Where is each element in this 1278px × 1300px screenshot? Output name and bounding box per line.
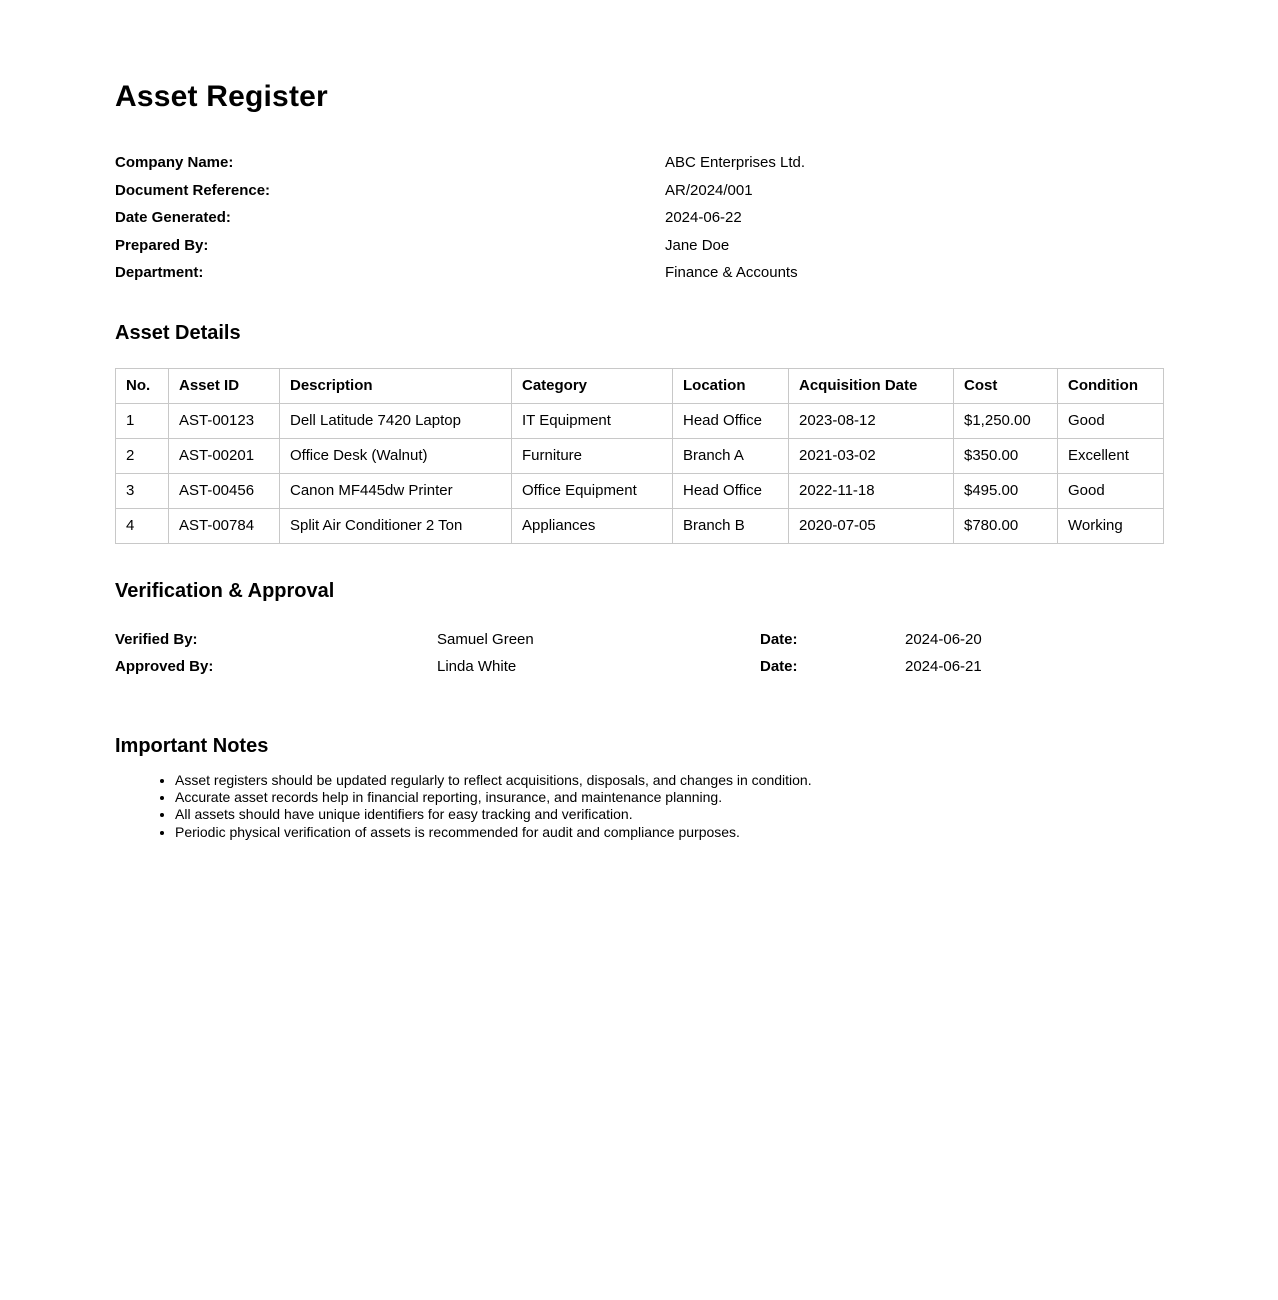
asset-table-header-row	[116, 368, 1164, 403]
cell-category: Appliances	[512, 508, 673, 543]
cell-category: Furniture	[512, 438, 673, 473]
cell-condition: Working	[1058, 508, 1164, 543]
meta-label: Company Name:	[115, 154, 234, 171]
cell-category: IT Equipment	[512, 403, 673, 438]
verification-block	[115, 626, 1163, 681]
asset-table	[115, 368, 1164, 544]
asset-details-heading: Asset Details	[115, 321, 241, 344]
table-row	[116, 473, 1164, 508]
cell-no: 4	[116, 508, 169, 543]
meta-value: Jane Doe	[665, 236, 730, 254]
asset-table-header-cell: Asset ID	[169, 368, 280, 403]
meta-label: Prepared By:	[115, 236, 209, 254]
meta-value: 2024-06-22	[665, 209, 742, 226]
cell-no: 3	[116, 473, 169, 508]
meta-row	[115, 232, 1163, 260]
asset-table-header-cell: Description	[280, 368, 512, 403]
verification-person-name: Linda White	[437, 658, 517, 675]
asset-table-header-cell: Cost	[954, 368, 1058, 403]
verification-date-label: Date:	[760, 630, 798, 648]
asset-table-body	[116, 403, 1164, 543]
meta-row	[115, 149, 1163, 177]
meta-row	[115, 204, 1163, 232]
table-row	[116, 403, 1164, 438]
verification-role-label: Approved By:	[115, 658, 214, 675]
cell-asset-id: AST-00123	[169, 403, 280, 438]
verification-person-name: Samuel Green	[437, 630, 534, 648]
verification-role-label: Verified By:	[115, 630, 198, 648]
cell-description: Office Desk (Walnut)	[280, 438, 512, 473]
cell-condition: Good	[1058, 473, 1164, 508]
asset-table-header-cell: No.	[116, 368, 169, 403]
cell-location: Branch B	[673, 508, 789, 543]
asset-table-header-cell: Category	[512, 368, 673, 403]
cell-cost: $780.00	[954, 508, 1058, 543]
table-row	[116, 508, 1164, 543]
cell-description: Dell Latitude 7420 Laptop	[280, 403, 512, 438]
verification-date-label: Date:	[760, 658, 798, 675]
asset-table-header-cell: Location	[673, 368, 789, 403]
cell-description: Split Air Conditioner 2 Ton	[280, 508, 512, 543]
verification-date-value: 2024-06-20	[905, 630, 982, 648]
cell-no: 1	[116, 403, 169, 438]
important-notes-heading: Important Notes	[115, 734, 269, 757]
cell-acquisition-date: 2023-08-12	[789, 403, 954, 438]
cell-asset-id: AST-00456	[169, 473, 280, 508]
meta-value: ABC Enterprises Ltd.	[665, 154, 806, 171]
note-item: • Asset registers should be updated regularly to reflect acquisitions, disposals, and changes in condition.	[175, 772, 1163, 789]
table-row	[116, 438, 1164, 473]
document-meta	[115, 149, 1163, 287]
cell-condition: Excellent	[1058, 438, 1164, 473]
cell-category: Office Equipment	[512, 473, 673, 508]
page-title: Asset Register	[115, 80, 328, 113]
important-notes-list	[115, 772, 1163, 842]
meta-row	[115, 177, 1163, 205]
cell-cost: $495.00	[954, 473, 1058, 508]
meta-value: Finance & Accounts	[665, 264, 798, 281]
cell-cost: $350.00	[954, 438, 1058, 473]
cell-location: Head Office	[673, 473, 789, 508]
note-item: • Accurate asset records help in financial reporting, insurance, and maintenance planning.	[175, 789, 1163, 806]
cell-cost: $1,250.00	[954, 403, 1058, 438]
cell-no: 2	[116, 438, 169, 473]
note-item: • All assets should have unique identifiers for easy tracking and verification.	[175, 806, 1163, 823]
cell-location: Head Office	[673, 403, 789, 438]
note-item: • Periodic physical verification of assets is recommended for audit and compliance purposes.	[175, 824, 1163, 841]
cell-acquisition-date: 2020-07-05	[789, 508, 954, 543]
cell-acquisition-date: 2021-03-02	[789, 438, 954, 473]
meta-label: Department:	[115, 264, 204, 281]
meta-value: AR/2024/001	[665, 181, 753, 199]
cell-location: Branch A	[673, 438, 789, 473]
cell-asset-id: AST-00784	[169, 508, 280, 543]
cell-acquisition-date: 2022-11-18	[789, 473, 954, 508]
verification-row	[115, 626, 1163, 654]
meta-row	[115, 259, 1163, 287]
asset-table-header-cell: Condition	[1058, 368, 1164, 403]
cell-asset-id: AST-00201	[169, 438, 280, 473]
cell-description: Canon MF445dw Printer	[280, 473, 512, 508]
asset-table-header-cell: Acquisition Date	[789, 368, 954, 403]
verification-heading: Verification & Approval	[115, 579, 335, 602]
cell-condition: Good	[1058, 403, 1164, 438]
meta-label: Date Generated:	[115, 209, 231, 226]
verification-date-value: 2024-06-21	[905, 658, 982, 675]
meta-label: Document Reference:	[115, 181, 271, 199]
verification-row	[115, 653, 1163, 681]
